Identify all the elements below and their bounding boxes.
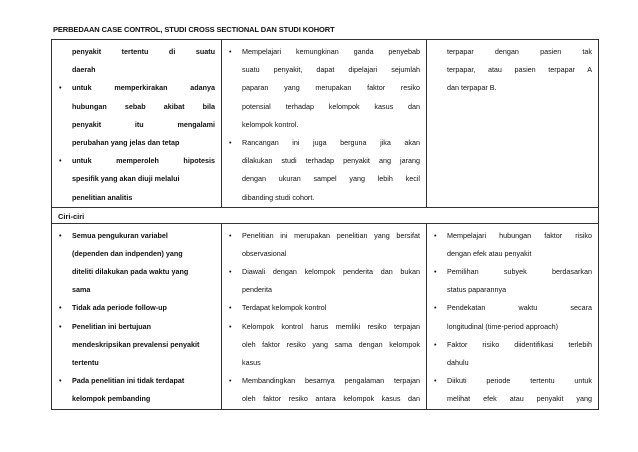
text-line: oleh faktor resiko yang sama dengan kelompok [242,339,420,349]
bullet-line: • Tidak ada periode follow-up [58,299,215,317]
bullet-line: • Mempelajari kemungkinan ganda penyebab [228,43,420,61]
cell-case-control-cont [222,40,427,208]
bullet-line: • Diawali dengan kelompok penderita dan bukan [228,263,420,281]
text-line: dengan efek atau penyakit [447,248,532,258]
cell-kohort-ciri [427,223,599,409]
bullet-line: • Faktor risiko diidentifikasi terlebih [433,336,592,354]
text-line: diteliti dilakukan pada waktu yang [72,267,189,277]
table-row-continued [52,40,599,208]
bullet-line: • Pendekatan waktu secara [433,299,592,317]
text-line: perubahan yang jelas dan tetap [72,137,180,147]
text-line: status paparannya [447,285,507,295]
cell-cross-sectional-cont [52,40,222,208]
text-line: kasus [242,358,261,367]
table-row-ciri [52,223,599,409]
text-line: penyakit itu mengalami [72,119,215,129]
text-line: (dependen dan indpenden) yang [72,248,183,258]
text-line: penderita [242,285,272,295]
cell-case-control-ciri [222,223,427,409]
text-line: dahulu [447,358,469,367]
page-title: PERBEDAAN CASE CONTROL, STUDI CROSS SECTIONAL DAN STUDI KOHORT [53,25,335,34]
text-line: dan terpapar B. [447,83,497,93]
bullet-line: • Mempelajari hubungan faktor risiko [433,227,592,245]
table-row-ciri-label [52,207,599,223]
text-line: observasional [242,248,287,258]
text-line: tertentu [72,358,99,367]
text-line: dilakukan studi terhadap penyakit ang jarang [242,156,420,166]
bullet-line: • Pada penelitian ini tidak terdapat [58,372,215,390]
bullet-line: • Kelompok kontrol harus memliki resiko terpajan [228,318,420,336]
bullet-line: • Penelitian ini merupakan penelitian yang bersifat [228,227,420,245]
text-line: terpapar, atau pasien terpapar A [447,65,592,75]
text-line: dengan ukuran sampel yang lebih kecil [242,174,420,184]
bullet-line: • untuk memperoleh hipotesis [58,152,215,170]
text-line: penelitian analitis [72,192,133,202]
text-line: terpapar dengan pasien tak [447,47,592,56]
text-line: mendeskripsikan prevalensi penyakit [72,339,200,349]
text-line: sama [72,285,91,295]
text-line: hubungan sebab akibat bila [72,101,215,111]
text-line: kelompok kontrol. [242,119,299,129]
bullet-line: • Terdapat kelompok kontrol [228,299,420,317]
text-line: oleh faktor resiko antara kelompok kasus dan [242,394,420,404]
text-line: daerah [72,65,96,75]
text-line: potensial terhadap kelompok kasus dan [242,101,420,111]
text-line: paparan yang merupakan faktor resiko [242,83,420,93]
bullet-line: • untuk memperkirakan adanya [58,79,215,97]
bullet-line: • Rancangan ini juga berguna jika akan [228,134,420,152]
text-line: suatu penyakit, dapat dipelajari sejumlah [242,65,420,75]
comparison-table [51,39,599,410]
text-line: dibanding studi cohort. [242,192,315,202]
text-line: kelompok pembanding [72,394,151,404]
ciri-ciri-cell [52,207,599,223]
text-line: melihat efek atau penyakit yang [447,394,592,404]
ciri-ciri-label: Ciri-ciri [58,211,85,221]
cell-cross-sectional-ciri [52,223,222,409]
bullet-line: • Penelitian ini bertujuan [58,318,215,336]
bullet-line: • Membandingkan besarnya pengalaman terpajan [228,372,420,390]
text-line: longitudinal (time-period approach) [447,321,559,331]
cell-kohort-cont [427,40,599,208]
bullet-line: • Pemilihan subyek berdasarkan [433,263,592,281]
text-line: penyakit tertentu di suatu [72,47,215,56]
bullet-line: • Diikuti periode tertentu untuk [433,372,592,390]
text-line: spesifik yang akan diuji melalui [72,174,180,184]
bullet-line: • Semua pengukuran variabel [58,227,215,245]
